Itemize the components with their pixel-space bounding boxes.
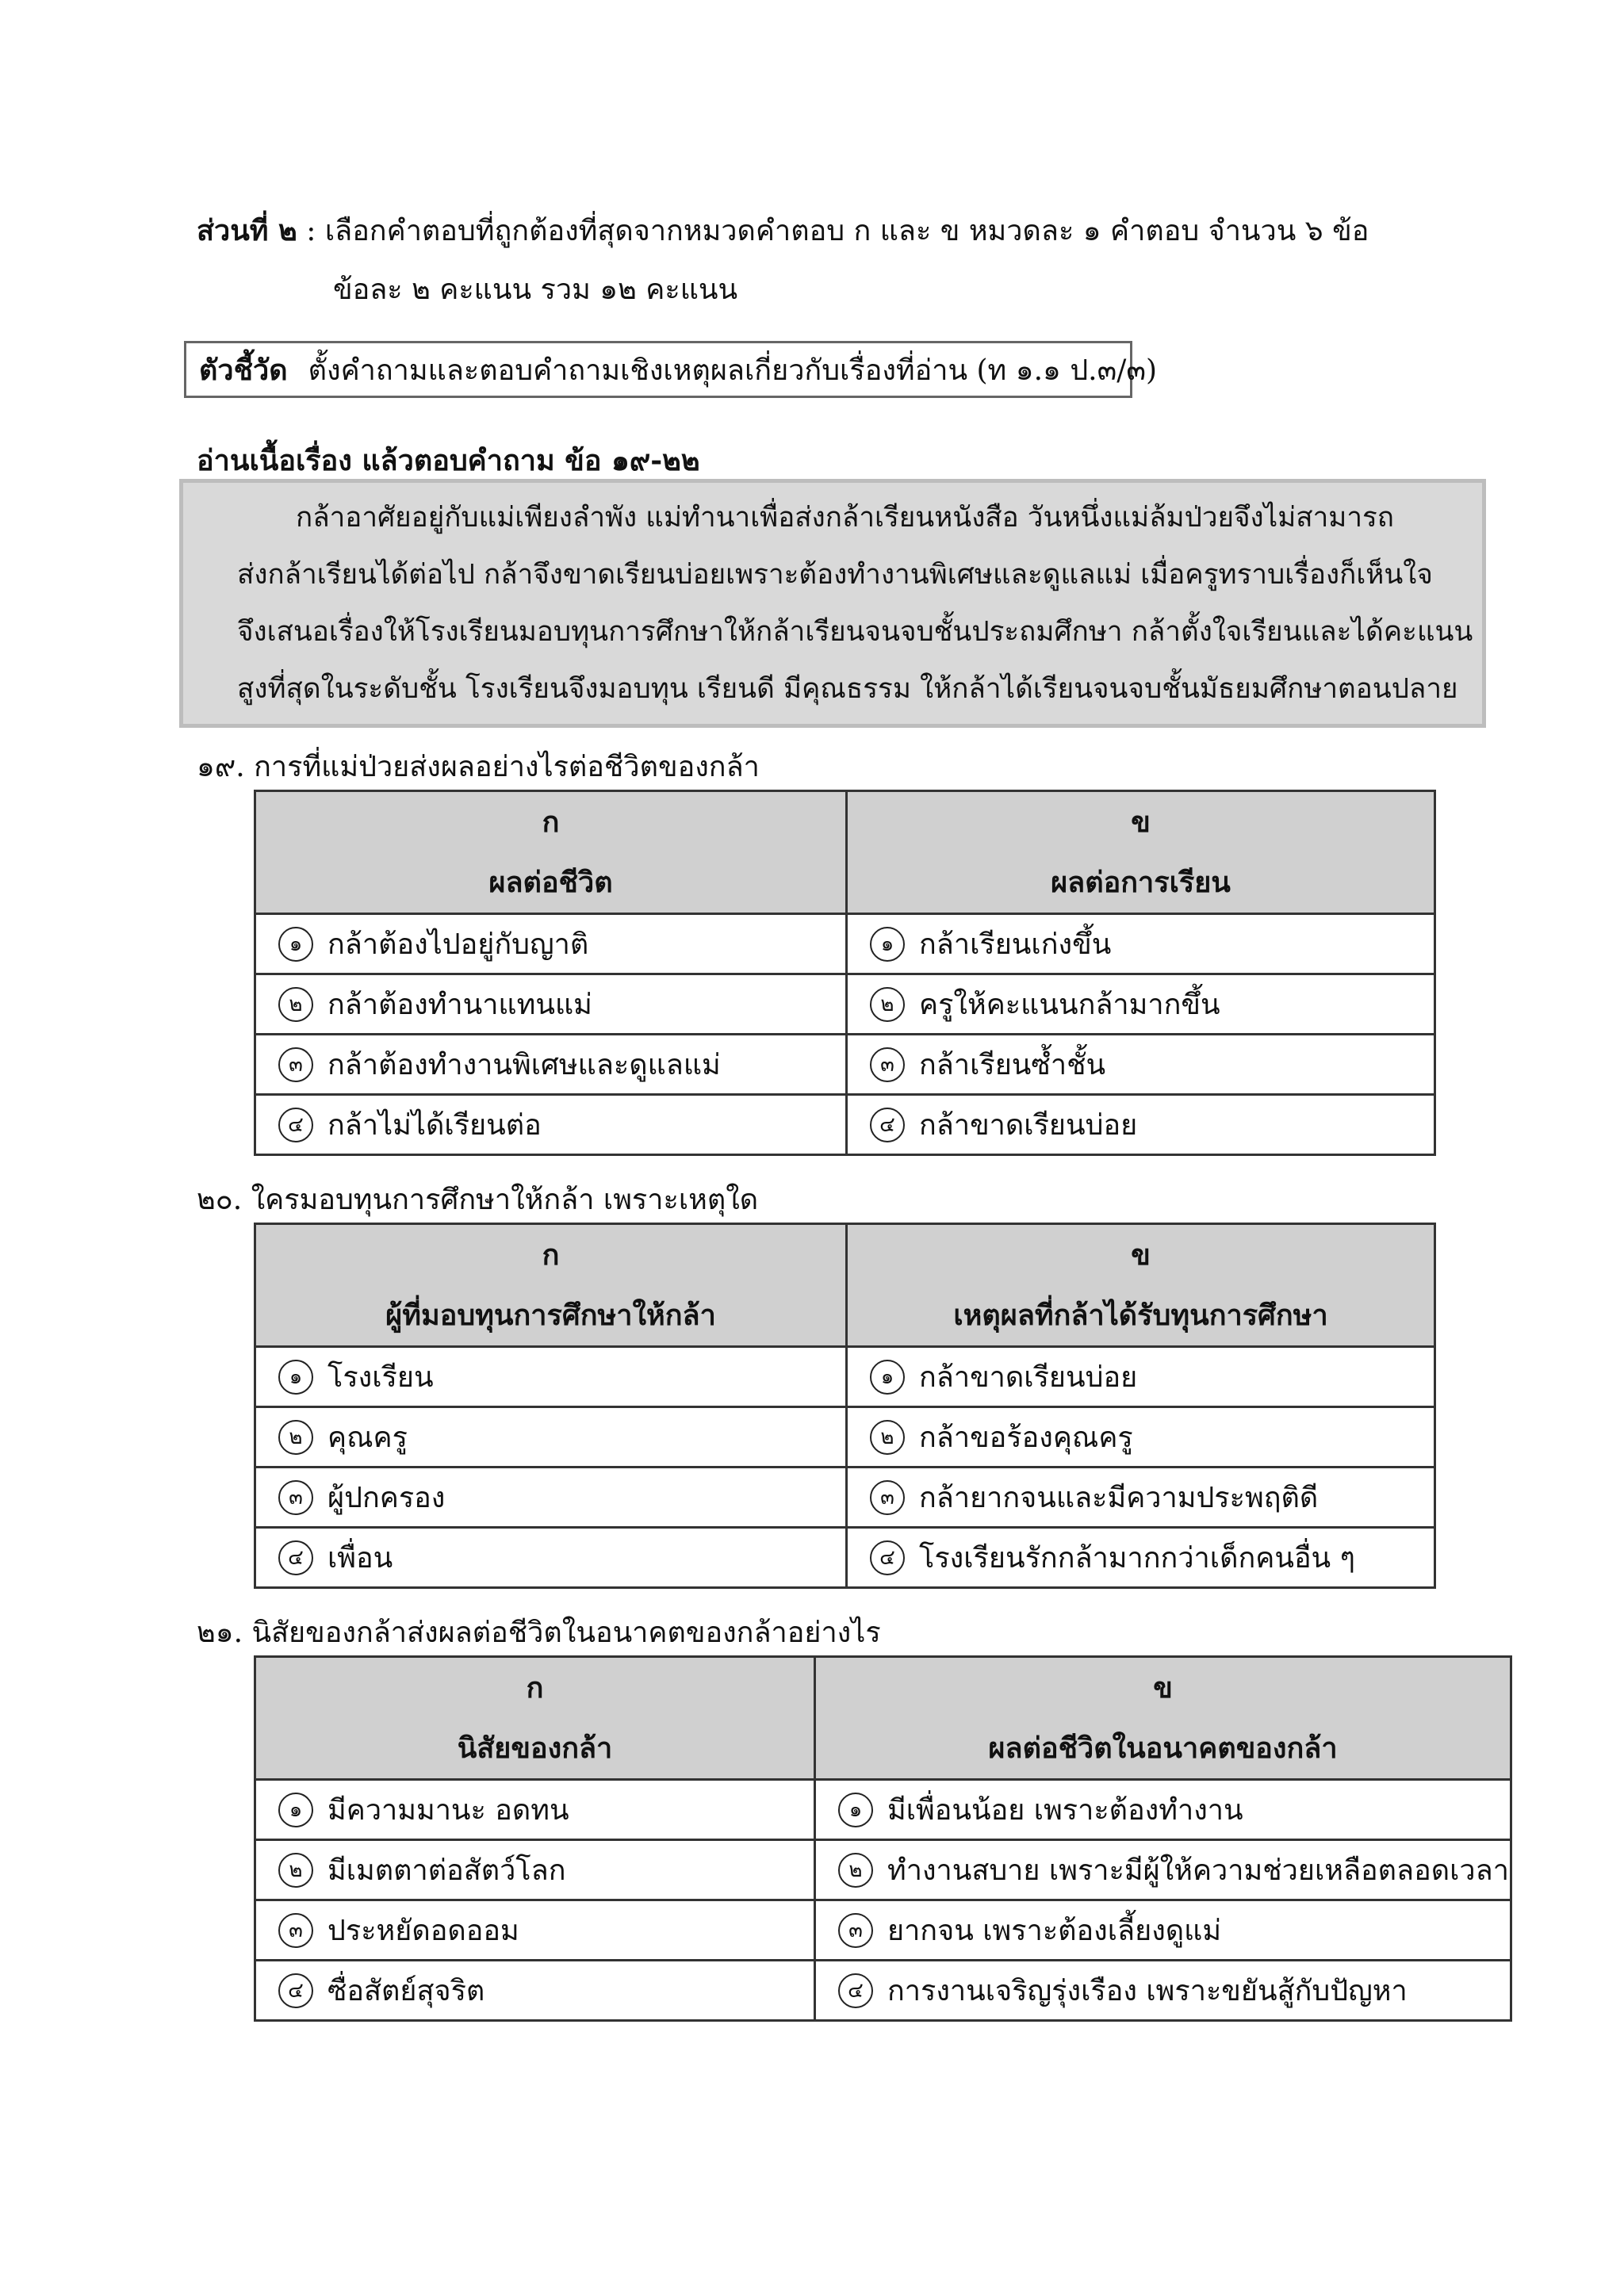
choice-number: ๑ bbox=[278, 927, 313, 962]
column-b-heading: ผลต่อชีวิตในอนาคตของกล้า bbox=[988, 1732, 1338, 1765]
column-a-letter: ก bbox=[542, 806, 560, 839]
option-a-1[interactable] bbox=[256, 921, 845, 966]
table-row bbox=[255, 1780, 1511, 1840]
passage-line: กล้าอาศัยอยู่กับแม่เพียงลำพัง แม่ทำนาเพื่อส่งกล้าเรียนหนังสือ วันหนึ่งแม่ล้มป่วยจึงไม่สามารถ bbox=[296, 502, 1394, 534]
column-a-header bbox=[255, 791, 847, 914]
option-text: โรงเรียน bbox=[327, 1361, 434, 1394]
passage-line: จึงเสนอเรื่องให้โรงเรียนมอบทุนการศึกษาให้กล้าเรียนจนจบชั้นประถมศึกษา กล้าตั้งใจเรียนและได้คะแนน bbox=[237, 616, 1473, 648]
option-text: กล้าขาดเรียนบ่อย bbox=[919, 1109, 1138, 1142]
option-text: มีความมานะ อดทน bbox=[327, 1794, 569, 1827]
column-b-letter: ข bbox=[1153, 1671, 1173, 1705]
column-b-letter: ข bbox=[1131, 806, 1151, 839]
table-row bbox=[255, 1347, 1435, 1407]
option-b-1[interactable] bbox=[848, 1354, 1434, 1399]
option-a-2[interactable] bbox=[256, 1847, 814, 1892]
question-21: ๒๑. นิสัยของกล้าส่งผลต่อชีวิตในอนาคตของกล้าอย่างไร bbox=[197, 1617, 881, 1649]
option-b-3[interactable] bbox=[848, 1042, 1434, 1087]
option-text: มีเพื่อนน้อย เพราะต้องทำงาน bbox=[887, 1794, 1243, 1827]
table-row bbox=[255, 1961, 1511, 2021]
choice-number: ๒ bbox=[870, 1420, 905, 1455]
option-a-1[interactable] bbox=[256, 1787, 814, 1832]
option-text: ผู้ปกครอง bbox=[327, 1482, 446, 1514]
choice-number: ๓ bbox=[838, 1913, 873, 1948]
option-text: ยากจน เพราะต้องเลี้ยงดูแม่ bbox=[887, 1915, 1222, 1947]
choice-number: ๓ bbox=[278, 1913, 313, 1948]
option-a-4[interactable] bbox=[256, 1535, 845, 1580]
table-row bbox=[255, 1468, 1435, 1528]
option-b-3[interactable] bbox=[848, 1475, 1434, 1520]
choice-number: ๓ bbox=[870, 1480, 905, 1515]
option-text: โรงเรียนรักกล้ามากกว่าเด็กคนอื่น ๆ bbox=[919, 1542, 1355, 1575]
passage-line: ส่งกล้าเรียนได้ต่อไป กล้าจึงขาดเรียนบ่อยเพราะต้องทำงานพิเศษและดูแลแม่ เมื่อครูทราบเรื่องก็เห็นใจ bbox=[237, 559, 1433, 591]
column-b-header bbox=[815, 1657, 1511, 1780]
table-row bbox=[255, 1840, 1511, 1900]
table-row bbox=[255, 974, 1435, 1035]
part-instruction: : เลือกคำตอบที่ถูกต้องที่สุดจากหมวดคำตอบ ก และ ข หมวดละ ๑ คำตอบ จำนวน ๖ ข้อ bbox=[306, 215, 1369, 247]
option-a-4[interactable] bbox=[256, 1968, 814, 2013]
indicator-label: ตัวชี้วัด bbox=[199, 353, 288, 387]
choice-number: ๑ bbox=[278, 1360, 313, 1395]
option-text: การงานเจริญรุ่งเรือง เพราะขยันสู้กับปัญหา bbox=[887, 1975, 1408, 2007]
part-heading bbox=[197, 208, 1369, 253]
choice-number: ๒ bbox=[838, 1853, 873, 1888]
option-text: ซื่อสัตย์สุจริต bbox=[327, 1975, 485, 2007]
option-b-4[interactable] bbox=[816, 1968, 1510, 2013]
option-text: ครูให้คะแนนกล้ามากขึ้น bbox=[919, 989, 1220, 1021]
choice-number: ๒ bbox=[870, 987, 905, 1022]
table-row bbox=[255, 1900, 1511, 1961]
column-a-heading: ผลต่อชีวิต bbox=[488, 866, 613, 899]
option-text: กล้าขาดเรียนบ่อย bbox=[919, 1361, 1138, 1394]
choice-number: ๔ bbox=[870, 1540, 905, 1575]
choice-number: ๓ bbox=[278, 1047, 313, 1082]
question-20: ๒๐. ใครมอบทุนการศึกษาให้กล้า เพราะเหตุใด bbox=[197, 1184, 759, 1216]
option-text: กล้าขอร้องคุณครู bbox=[919, 1422, 1133, 1454]
option-b-4[interactable] bbox=[848, 1535, 1434, 1580]
option-text: กล้าต้องทำงานพิเศษและดูแลแม่ bbox=[327, 1049, 721, 1081]
option-a-2[interactable] bbox=[256, 1414, 845, 1460]
part-scoring: ข้อละ ๒ คะแนน รวม ๑๒ คะแนน bbox=[333, 274, 738, 306]
choice-number: ๔ bbox=[838, 1973, 873, 2008]
passage-box bbox=[179, 479, 1486, 728]
option-a-3[interactable] bbox=[256, 1475, 845, 1520]
option-text: กล้าต้องทำนาแทนแม่ bbox=[327, 989, 592, 1021]
option-a-3[interactable] bbox=[256, 1042, 845, 1087]
table-row bbox=[255, 1035, 1435, 1095]
choice-number: ๑ bbox=[870, 927, 905, 962]
option-a-3[interactable] bbox=[256, 1908, 814, 1953]
choice-number: ๔ bbox=[278, 1540, 313, 1575]
table-row bbox=[255, 1407, 1435, 1468]
choice-number: ๑ bbox=[838, 1793, 873, 1827]
choice-number: ๔ bbox=[870, 1108, 905, 1142]
column-a-header bbox=[255, 1224, 847, 1347]
column-a-letter: ก bbox=[542, 1238, 560, 1272]
table-row bbox=[255, 914, 1435, 974]
indicator-box bbox=[184, 341, 1158, 398]
option-b-4[interactable] bbox=[848, 1102, 1434, 1147]
options-table-21 bbox=[254, 1655, 1512, 2022]
column-a-letter: ก bbox=[526, 1671, 544, 1705]
choice-number: ๒ bbox=[278, 1853, 313, 1888]
option-b-1[interactable] bbox=[848, 921, 1434, 966]
option-b-2[interactable] bbox=[816, 1847, 1510, 1892]
option-b-2[interactable] bbox=[848, 1414, 1434, 1460]
choice-number: ๒ bbox=[278, 987, 313, 1022]
option-text: ประหยัดอดออม bbox=[327, 1915, 519, 1947]
column-a-heading: นิสัยของกล้า bbox=[457, 1732, 613, 1765]
option-text: กล้ายากจนและมีความประพฤติดี bbox=[919, 1482, 1319, 1514]
column-b-header bbox=[847, 1224, 1435, 1347]
indicator-text: ตั้งคำถามและตอบคำถามเชิงเหตุผลเกี่ยวกับเรื่องที่อ่าน (ท ๑.๑ ป.๓/๓) bbox=[308, 354, 1158, 387]
choice-number: ๓ bbox=[278, 1480, 313, 1515]
column-b-header bbox=[847, 791, 1435, 914]
column-a-heading: ผู้ที่มอบทุนการศึกษาให้กล้า bbox=[385, 1299, 716, 1332]
option-text: มีเมตตาต่อสัตว์โลก bbox=[327, 1854, 566, 1887]
column-b-heading: เหตุผลที่กล้าได้รับทุนการศึกษา bbox=[953, 1299, 1328, 1332]
option-text: คุณครู bbox=[327, 1422, 408, 1454]
option-text: กล้าต้องไปอยู่กับญาติ bbox=[327, 928, 589, 961]
table-row bbox=[255, 1528, 1435, 1588]
choice-number: ๑ bbox=[278, 1793, 313, 1827]
column-b-heading: ผลต่อการเรียน bbox=[1051, 866, 1231, 899]
option-text: ทำงานสบาย เพราะมีผู้ให้ความช่วยเหลือตลอดเวลา bbox=[887, 1854, 1509, 1887]
option-text: กล้าเรียนซ้ำชั้น bbox=[919, 1049, 1106, 1081]
option-a-1[interactable] bbox=[256, 1354, 845, 1399]
column-a-header bbox=[255, 1657, 815, 1780]
passage-line: สูงที่สุดในระดับชั้น โรงเรียนจึงมอบทุน เรียนดี มีคุณธรรม ให้กล้าได้เรียนจนจบชั้นมัธยมศึกษาตอนปลาย bbox=[237, 673, 1458, 705]
option-a-4[interactable] bbox=[256, 1102, 845, 1147]
choice-number: ๔ bbox=[278, 1973, 313, 2008]
question-19: ๑๙. การที่แม่ป่วยส่งผลอย่างไรต่อชีวิตของกล้า bbox=[197, 751, 760, 783]
options-table-20 bbox=[254, 1223, 1436, 1589]
options-table-19 bbox=[254, 790, 1436, 1156]
choice-number: ๑ bbox=[870, 1360, 905, 1395]
option-text: เพื่อน bbox=[327, 1542, 393, 1575]
option-text: กล้าไม่ได้เรียนต่อ bbox=[327, 1109, 542, 1142]
column-b-letter: ข bbox=[1131, 1238, 1151, 1272]
option-b-3[interactable] bbox=[816, 1908, 1510, 1953]
option-b-1[interactable] bbox=[816, 1787, 1510, 1832]
option-text: กล้าเรียนเก่งขึ้น bbox=[919, 928, 1112, 961]
reading-title: อ่านเนื้อเรื่อง แล้วตอบคำถาม ข้อ ๑๙-๒๒ bbox=[197, 444, 700, 477]
part-title: ส่วนที่ ๒ bbox=[197, 214, 297, 247]
option-b-2[interactable] bbox=[848, 982, 1434, 1027]
choice-number: ๓ bbox=[870, 1047, 905, 1082]
choice-number: ๒ bbox=[278, 1420, 313, 1455]
option-a-2[interactable] bbox=[256, 982, 845, 1027]
table-row bbox=[255, 1095, 1435, 1155]
choice-number: ๔ bbox=[278, 1108, 313, 1142]
